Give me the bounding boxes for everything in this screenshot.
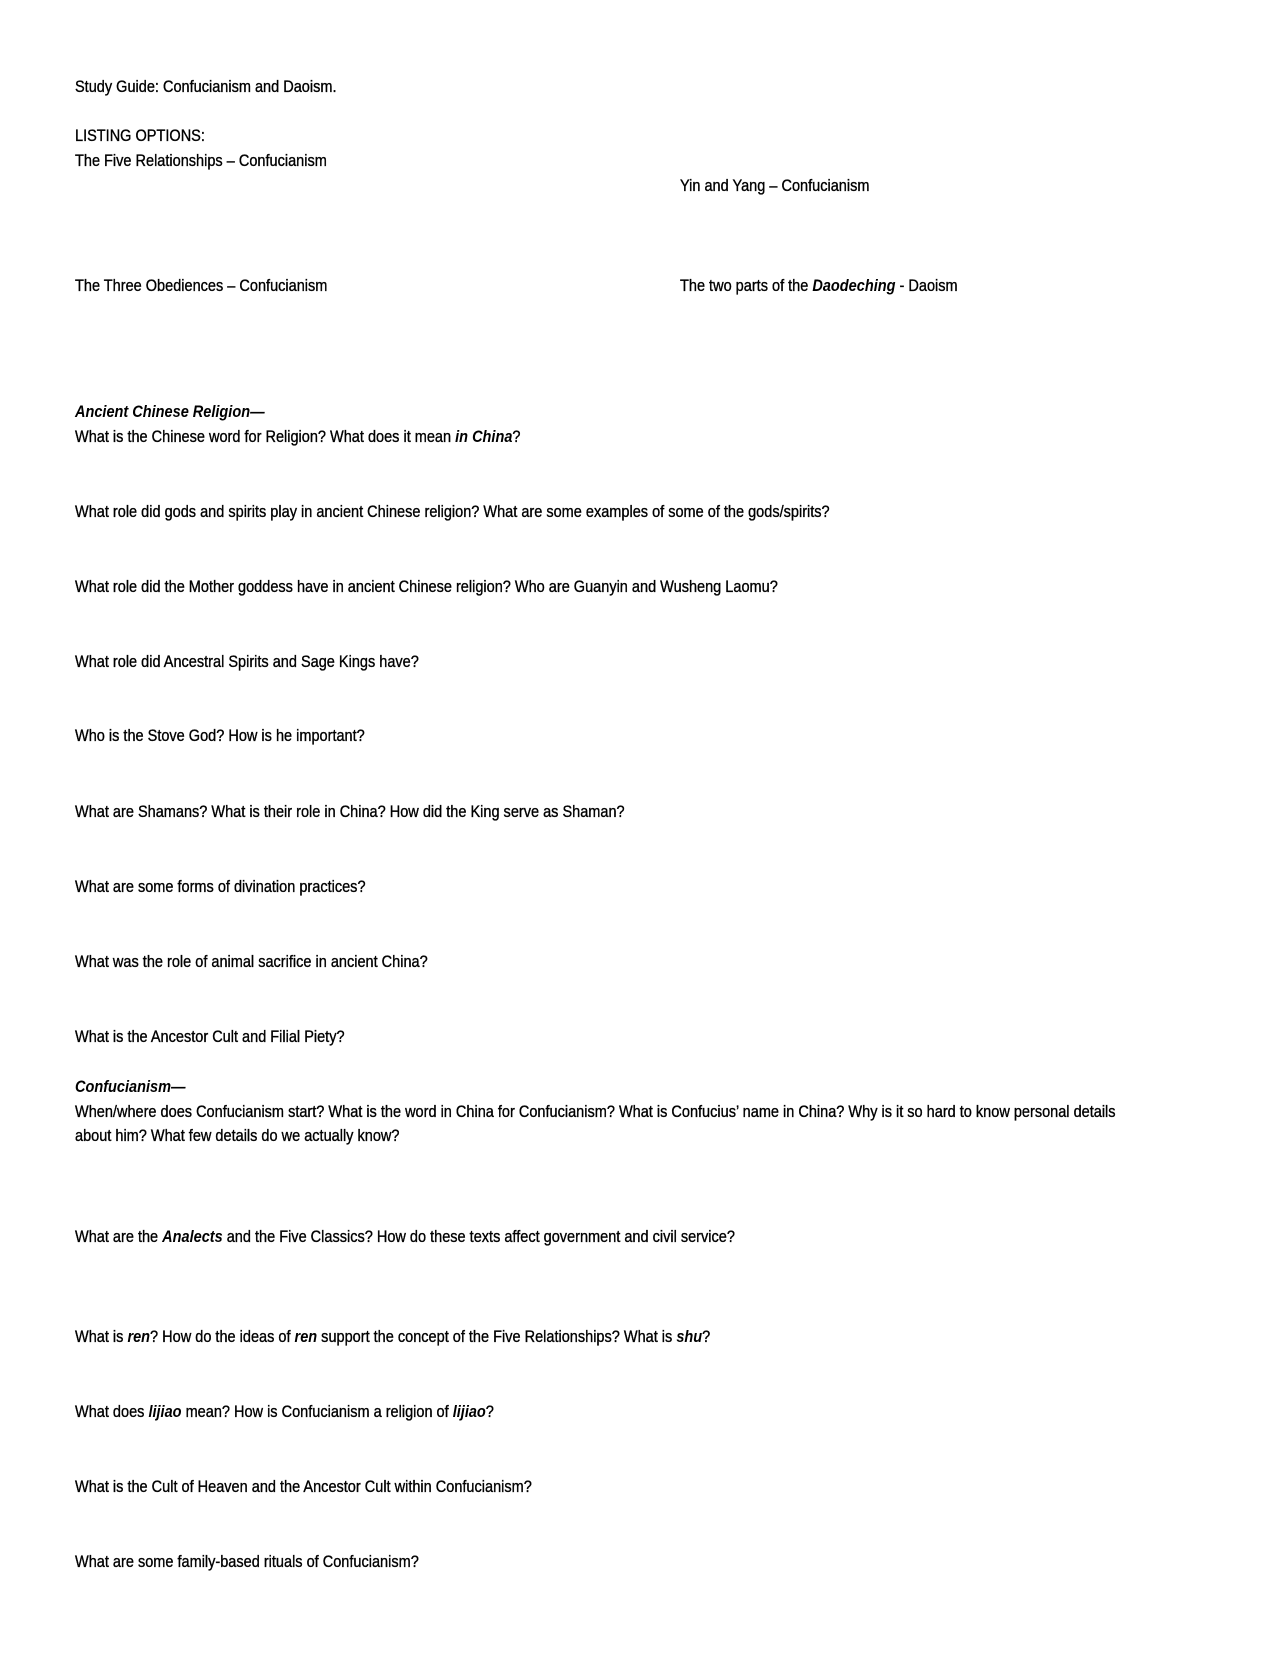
question-ren: What is ren? How do the ideas of ren support the concept of the Five Relationships? What is shu?: [75, 1328, 711, 1346]
section-ancient-chinese-religion-heading: Ancient Chinese Religion—: [75, 403, 265, 421]
listing-five-relationships: The Five Relationships – Confucianism: [75, 152, 327, 170]
section-confucianism-heading: Confucianism—: [75, 1078, 186, 1096]
question-ancestral-spirits: What role did Ancestral Spirits and Sage Kings have?: [75, 653, 419, 671]
daodeching-title: Daodeching: [812, 277, 896, 295]
question-confucianism-start: When/where does Confucianism start? What is the word in China for Confucianism? What is Confucius’ name in China? Why is it so hard to know personal details about him? What few details do we actually know?: [75, 1103, 1116, 1145]
question-ancestor-cult: What is the Ancestor Cult and Filial Piety?: [75, 1028, 345, 1046]
question-chinese-word-religion: What is the Chinese word for Religion? What does it mean in China?: [75, 428, 521, 446]
question-lijiao: What does lijiao mean? How is Confucianism a religion of lijiao?: [75, 1403, 494, 1421]
question-mother-goddess: What role did the Mother goddess have in ancient Chinese religion? Who are Guanyin and Wusheng Laomu?: [75, 578, 778, 596]
question-divination: What are some forms of divination practices?: [75, 878, 366, 896]
question-family-rituals: What are some family-based rituals of Confucianism?: [75, 1553, 419, 1571]
question-stove-god: Who is the Stove God? How is he important?: [75, 727, 365, 745]
listing-daodeching-parts: The two parts of the Daodeching - Daoism: [680, 277, 958, 295]
question-animal-sacrifice: What was the role of animal sacrifice in ancient China?: [75, 953, 428, 971]
question-shamans: What are Shamans? What is their role in China? How did the King serve as Shaman?: [75, 803, 625, 821]
listing-options-heading: LISTING OPTIONS:: [75, 127, 205, 145]
listing-yin-yang: Yin and Yang – Confucianism: [680, 177, 870, 195]
question-analects: What are the Analects and the Five Classics? How do these texts affect government and civil service?: [75, 1228, 735, 1246]
page-title: Study Guide: Confucianism and Daoism.: [75, 78, 337, 96]
listing-three-obediences: The Three Obediences – Confucianism: [75, 277, 328, 295]
question-gods-spirits: What role did gods and spirits play in ancient Chinese religion? What are some examples of some of the gods/spirits?: [75, 503, 830, 521]
question-cult-of-heaven: What is the Cult of Heaven and the Ancestor Cult within Confucianism?: [75, 1478, 532, 1496]
